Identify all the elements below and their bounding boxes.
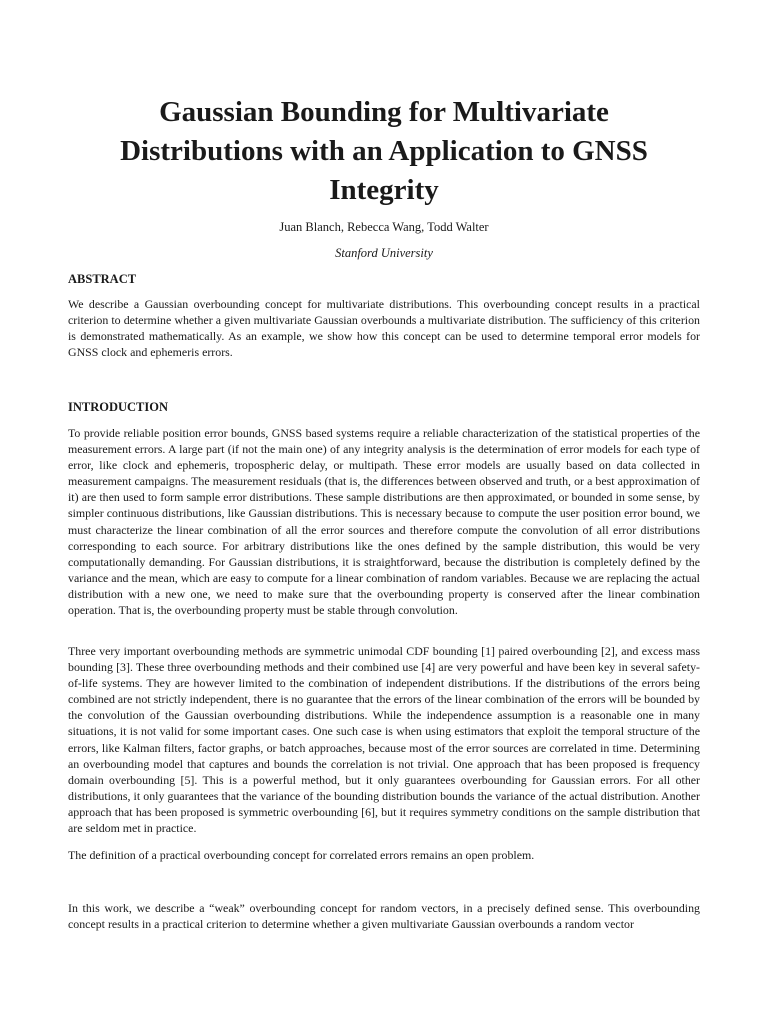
affiliation: Stanford University	[335, 246, 433, 260]
intro-paragraph-2: Three very important overbounding methods are symmetric unimodal CDF bounding [1] paired overbounding [2], and excess mass bounding [3]. These three overbounding methods and their combined use [4] are very powerful and have been key in several safety-of-life systems. They are however limited to the combination of independent distributions. If the distributions of the errors being combined are not strictly independent, there is no guarantee that the errors of the linear combination of the errors will be bounded by the convolution of the Gaussian overbounding distributions. While the independence assumption is a reasonable one in many situations, it is not valid for some important cases. One such case is when using estimators that exploit the temporal structure of the errors, like Kalman filters, factor graphs, or batch approaches, because most of the error sources are correlated in time. Determining an overbounding model that captures and bounds the correlation is not trivial. One approach that has been proposed is frequency domain overbounding [5]. This is a powerful method, but it only guarantees overbounding for Gaussian errors. For all other distributions, it only guarantees that the variance of the bounding distribution bounds the variance of the actual distribution. Another approach that has been proposed is symmetric overbounding [6], but it requires symmetry conditions on the sample distribution that are seldom met in practice.	[68, 644, 700, 836]
intro-paragraph-4: In this work, we describe a “weak” overbounding concept for random vectors, in a precisely defined sense. This overbounding concept results in a practical criterion to determine whether a given multivariate Gaussian overbounds a random vector	[68, 901, 700, 932]
intro-paragraph-1: To provide reliable position error bounds, GNSS based systems require a reliable characterization of the statistical properties of the measurement errors. A large part (if not the main one) of any integrity analysis is the determination of error models for each type of error, like clock and ephemeris, tropospheric delay, or multipath. These error models are usually based on data collected in measurement campaigns. The measurement residuals (that is, the differences between observed and truth, or a best approximation of it) are then used to form sample error distributions. These sample distributions are then approximated, or bounded in some sense, by simpler continuous distributions, like Gaussian distributions. This is necessary because to compute the user position error bound, we must characterize the linear combination of all the error sources and therefore compute the convolution of all error distributions corresponding to each source. For arbitrary distributions like the ones defined by the sample distribution, this would be very computationally demanding. For Gaussian distributions, it is straightforward, because the distribution is completely defined by the variance and the mean, which are easy to compute for a linear combination of random variables. Because we are replacing the actual distribution with a new one, we need to make sure that the overbounding property is conserved after the linear combination operation. That is, the overbounding property must be stable through convolution.	[68, 426, 700, 618]
abstract-text: We describe a Gaussian overbounding concept for multivariate distributions. This overbounding concept results in a practical criterion to determine whether a given multivariate Gaussian overbounds a multivariate distribution. The sufficiency of this criterion is demonstrated mathematically. As an example, we show how this concept can be used to determine temporal error models for GNSS clock and ephemeris errors.	[68, 297, 700, 360]
intro-paragraph-3: The definition of a practical overbounding concept for correlated errors remains an open problem.	[68, 848, 535, 862]
author-list: Juan Blanch, Rebecca Wang, Todd Walter	[279, 220, 489, 234]
introduction-heading: INTRODUCTION	[68, 400, 169, 414]
abstract-heading: ABSTRACT	[68, 272, 137, 286]
paper-title: Gaussian Bounding for Multivariate Distributions with an Application to GNSS Integrity	[120, 96, 648, 206]
